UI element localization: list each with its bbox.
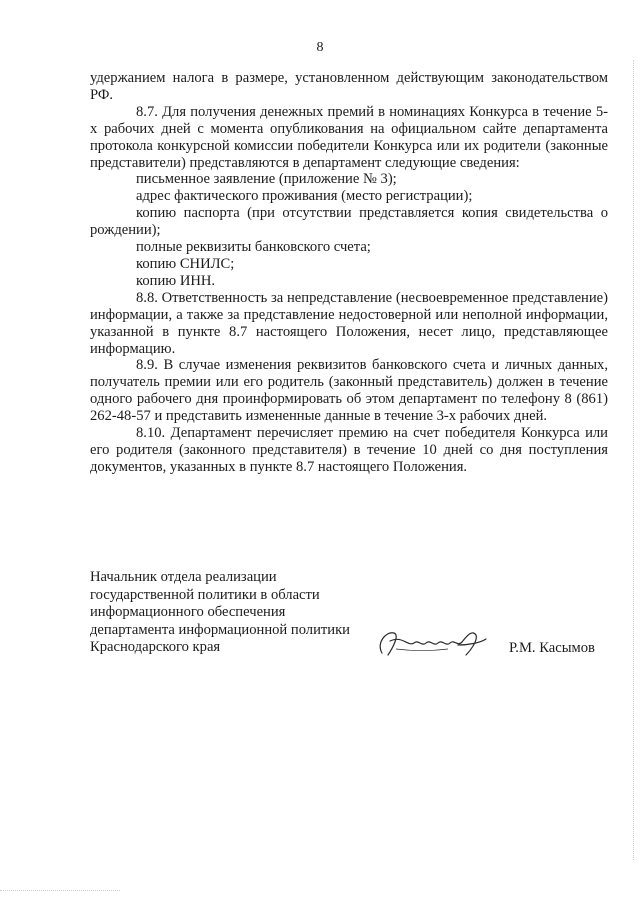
signatory-position <box>90 569 390 657</box>
handwritten-signature <box>372 625 492 661</box>
position-line: государственной политики в области <box>90 586 320 603</box>
scan-edge-bottom <box>0 890 120 891</box>
list-item: копию ИНН. <box>136 272 216 289</box>
position-line: информационного обеспечения <box>90 604 286 620</box>
list-item: копию СНИЛС; <box>136 255 235 272</box>
paragraph-8-8: 8.8. Ответственность за непредставление (несвоевременное представление) информации, а также за представление недостоверной или неполной информации, указанной в пункте 8.7 настоящего Положения, несет лицо, представляющее информацию. <box>90 289 608 357</box>
list-item: адрес фактического проживания (место регистрации); <box>136 188 473 205</box>
paragraph-8-10: 8.10. Департамент перечисляет премию на счет победителя Конкурса или его родителя (законного представителя) в течение 10 дней со дня поступления документов, указанных в пункте 8.7 настоящего Положения. <box>90 425 608 475</box>
document-body <box>90 70 608 476</box>
position-line: Краснодарского края <box>90 639 221 655</box>
paragraph-8-7: 8.7. Для получения денежных премий в номинациях Конкурса в течение 5-х рабочих дней с момента опубликования на официальном сайте департамента протокола конкурсной комиссии победители Конкурса или их родители (законные представители) представляются в департамент следующие сведения: <box>90 103 608 171</box>
list-item: копию паспорта (при отсутствии представляется копия свидетельства о рождении); <box>90 205 608 239</box>
scan-edge-right <box>633 60 634 860</box>
signer-name: Р.М. Касымов <box>509 640 595 656</box>
list-item: полные реквизиты банковского счета; <box>136 239 371 256</box>
position-line: Начальник отдела реализации <box>90 569 277 585</box>
list-item: письменное заявление (приложение № 3); <box>136 171 397 188</box>
paragraph-8-9: 8.9. В случае изменения реквизитов банковского счета и личных данных, получатель премии или его родитель (законный представитель) должен в течение одного рабочего дня проинформировать об этом департамент по телефону 8 (861) 262-48-57 и представить измененные данные в течение 3-х рабочих дней. <box>90 357 608 425</box>
position-line: департамента информационной политики <box>90 621 350 638</box>
page-number: 8 <box>316 40 324 55</box>
paragraph-continuation: удержанием налога в размере, установленном действующим законодательством РФ. <box>90 70 608 103</box>
